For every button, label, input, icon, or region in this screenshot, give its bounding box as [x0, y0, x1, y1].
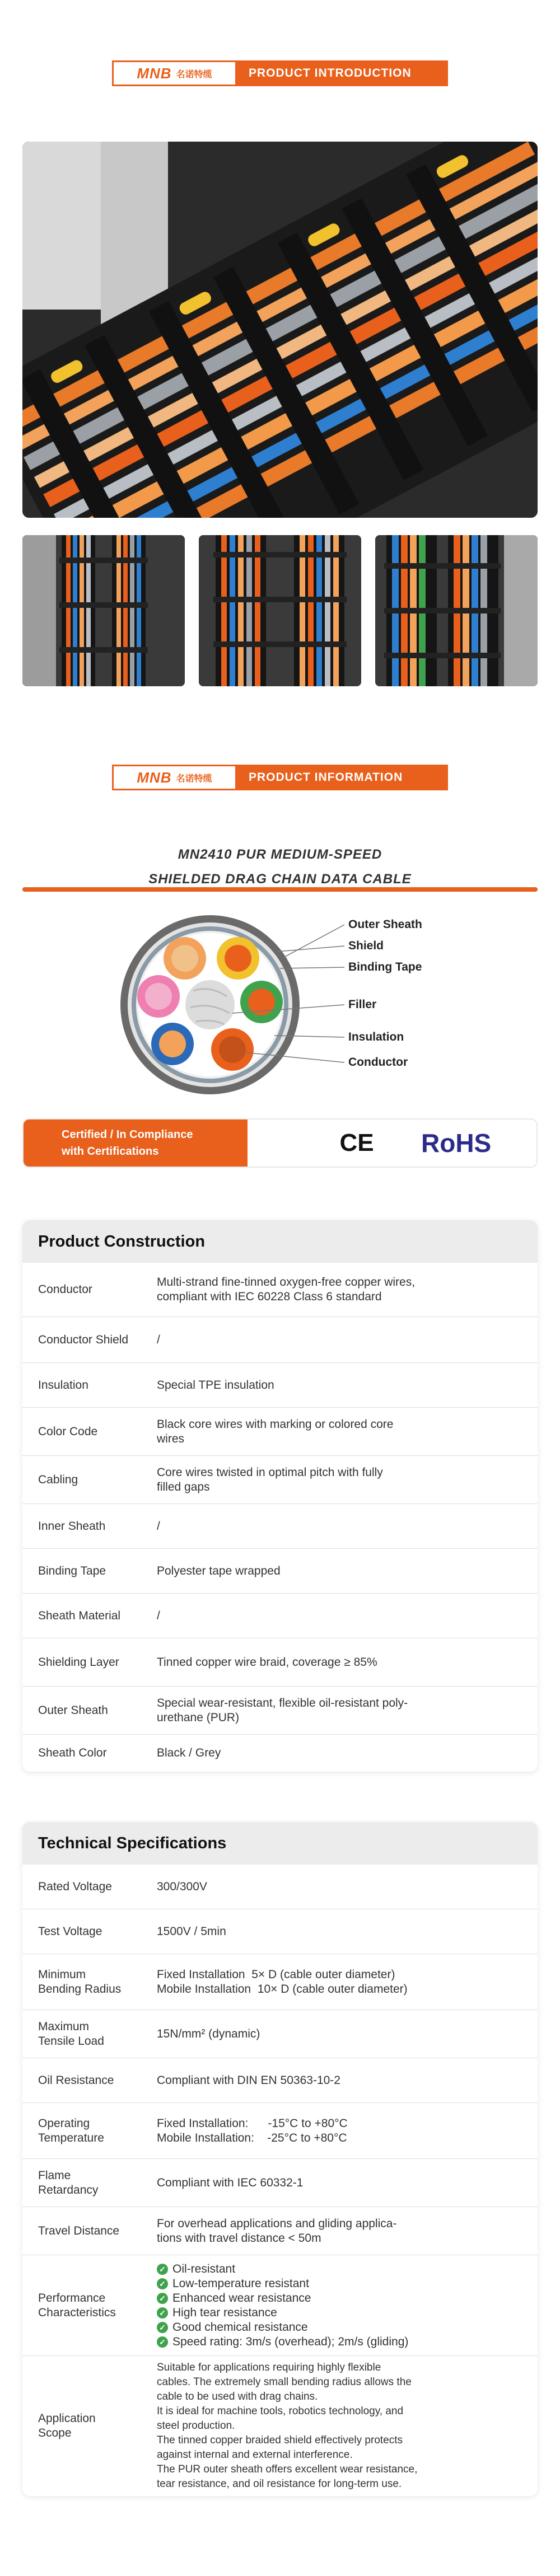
row-value-line: filled gaps [157, 1480, 210, 1493]
table-row [22, 2207, 538, 2255]
check-item-text: Speed rating: 3m/s (overhead); 2m/s (gliding) [172, 2335, 409, 2348]
row-value-line: Polyester tape wrapped [157, 1564, 281, 1577]
row-value [157, 2207, 538, 2255]
row-value-line: It is ideal for machine tools, robotics technology, and [157, 2405, 404, 2417]
brand-logo-mark: MNB [137, 769, 172, 786]
check-item [157, 2320, 526, 2335]
row-value-line: Mobile Installation 10× D (cable outer diameter) [157, 1982, 408, 1996]
row-value-line: Special wear-resistant, flexible oil-resistant poly- [157, 1696, 408, 1709]
brand-logo [112, 60, 235, 86]
check-item-text: Good chemical resistance [172, 2320, 308, 2334]
label-binding-tape: Binding Tape [348, 961, 422, 973]
certification-bar [22, 1118, 538, 1168]
row-value-line: / [157, 1609, 160, 1622]
row-value [157, 1456, 538, 1504]
row-value [157, 1687, 538, 1734]
table-row [22, 1549, 538, 1594]
row-value [157, 1504, 538, 1548]
row-value-line: Special TPE insulation [157, 1378, 274, 1392]
row-value-line: Fixed Installation: -15°C to +80°C [157, 2116, 348, 2130]
table-row [22, 2058, 538, 2103]
brand-logo-cn: 名诺特缆 [176, 772, 212, 784]
table-row [22, 2103, 538, 2159]
row-label: Sheath Color [38, 1746, 107, 1759]
row-value [157, 2159, 538, 2207]
row-label: Shielding Layer [38, 1655, 119, 1669]
table-heading: Product Construction [22, 1220, 538, 1263]
row-value-line: tear resistance, and oil resistance for long-term use. [157, 2478, 402, 2490]
label-filler: Filler [348, 998, 377, 1011]
row-label: Conductor [38, 1283, 92, 1296]
certification-label-line1: Certified / In Compliance [62, 1128, 193, 1141]
row-value-line: 15N/mm² (dynamic) [157, 2027, 260, 2040]
row-label: Sheath Material [38, 1609, 121, 1622]
table-row [22, 1954, 538, 2010]
row-label-line: Retardancy [38, 2183, 99, 2196]
row-value [157, 1865, 538, 1909]
section-title: PRODUCT INTRODUCTION [235, 60, 448, 86]
row-label: Outer Sheath [38, 1703, 108, 1717]
row-value-line: Suitable for applications requiring highly flexible [157, 2362, 381, 2373]
row-label: Binding Tape [38, 1564, 106, 1577]
row-value-line: The tinned copper braided shield effectively protects [157, 2434, 403, 2446]
row-value [157, 2058, 538, 2102]
row-value-line: 1500V / 5min [157, 1924, 226, 1938]
row-label-line: Test Voltage [38, 1924, 102, 1938]
check-icon: ✓ [157, 2278, 168, 2289]
check-icon: ✓ [157, 2322, 168, 2333]
row-label [22, 2103, 157, 2158]
row-value-line: The PUR outer sheath offers excellent wear resistance, [157, 2463, 418, 2475]
row-value [157, 1594, 538, 1638]
label-outer-sheath: Outer Sheath [348, 918, 422, 931]
product-title-line2: SHIELDED DRAG CHAIN DATA CABLE [148, 872, 412, 887]
row-value-line: Compliant with DIN EN 50363-10-2 [157, 2073, 340, 2087]
row-value-line: Fixed Installation 5× D (cable outer diameter) [157, 1968, 395, 1981]
row-label-line: Rated Voltage [38, 1880, 112, 1893]
table-row [22, 1408, 538, 1456]
row-label [22, 2159, 157, 2207]
row-value-line: against internal and external interference. [157, 2449, 353, 2461]
row-label-line: Operating [38, 2116, 90, 2130]
row-value-line: cable to be used with drag chains. [157, 2391, 318, 2402]
row-label-line: Maximum [38, 2020, 90, 2033]
row-value-line: / [157, 1519, 160, 1533]
label-insulation: Insulation [348, 1031, 404, 1043]
row-value-line: Core wires twisted in optimal pitch with fully [157, 1465, 383, 1479]
check-item [157, 2306, 526, 2320]
brand-logo-mark: MNB [137, 64, 172, 82]
table-row [22, 2159, 538, 2207]
table-row [22, 1909, 538, 1954]
check-item [157, 2335, 526, 2349]
row-value [157, 1263, 538, 1317]
table-row [22, 1687, 538, 1735]
thumbnail-photo-3 [375, 535, 538, 686]
row-label-line: Characteristics [38, 2306, 116, 2319]
section-title: PRODUCT INFORMATION [235, 765, 448, 790]
section-header-info [112, 765, 448, 790]
product-construction-table [22, 1220, 538, 1772]
row-label [22, 2058, 157, 2102]
row-value [157, 2255, 538, 2355]
row-value [157, 1549, 538, 1593]
table-row [22, 1263, 538, 1317]
check-item [157, 2277, 526, 2291]
table-row [22, 1865, 538, 1909]
row-value-line: For overhead applications and gliding applica- [157, 2217, 397, 2230]
cable-cross-section-diagram [109, 912, 344, 1097]
row-value [157, 1408, 538, 1455]
row-value-line: Black / Grey [157, 1746, 221, 1759]
certification-label-line2: with Certifications [62, 1145, 159, 1158]
row-value [157, 2356, 538, 2496]
row-value-line: compliant with IEC 60228 Class 6 standard [157, 1290, 382, 1303]
title-underline [22, 887, 538, 892]
row-value-line: / [157, 1333, 160, 1346]
check-item-text: Enhanced wear resistance [172, 2291, 311, 2305]
row-label-line: Performance [38, 2291, 106, 2305]
certification-label [24, 1120, 248, 1167]
row-value-line: cables. The extremely small bending radius allows the [157, 2376, 412, 2388]
row-value [157, 2103, 538, 2158]
product-title [22, 842, 538, 892]
table-row [22, 2356, 538, 2496]
check-item-text: High tear resistance [172, 2306, 277, 2319]
row-value [157, 1363, 538, 1407]
row-label [22, 2356, 157, 2496]
table-row [22, 1456, 538, 1504]
label-conductor: Conductor [348, 1056, 408, 1069]
check-item [157, 2291, 526, 2306]
row-label-line: Flame [38, 2168, 71, 2182]
row-label-line: Scope [38, 2427, 72, 2439]
row-label [22, 1909, 157, 1954]
table-row [22, 1317, 538, 1363]
thumbnail-photo-2 [199, 535, 361, 686]
row-value-line: steel production. [157, 2420, 235, 2432]
section-header-intro [112, 60, 448, 86]
row-value-line: Multi-strand fine-tinned oxygen-free copper wires, [157, 1276, 416, 1289]
row-value-line: Mobile Installation: -25°C to +80°C [157, 2131, 347, 2144]
check-icon: ✓ [157, 2307, 168, 2319]
row-value-line: urethane (PUR) [157, 1711, 240, 1724]
row-label [22, 2255, 157, 2355]
row-value-line: Black core wires with marking or colored core [157, 1417, 394, 1431]
main-product-photo [22, 142, 538, 518]
row-label: Color Code [38, 1425, 98, 1438]
row-label [22, 1865, 157, 1909]
table-row [22, 2010, 538, 2058]
row-value [157, 1909, 538, 1954]
row-label: Insulation [38, 1378, 88, 1392]
brand-logo [112, 765, 235, 790]
check-item-text: Low-temperature resistant [172, 2277, 309, 2290]
check-item [157, 2262, 526, 2277]
check-icon: ✓ [157, 2336, 168, 2348]
row-value [157, 1954, 538, 2010]
label-shield: Shield [348, 939, 384, 952]
check-item-text: Oil-resistant [172, 2262, 236, 2275]
ce-mark: CE [339, 1129, 374, 1156]
row-label-line: Oil Resistance [38, 2073, 114, 2087]
table-row [22, 1504, 538, 1549]
row-value [157, 1638, 538, 1686]
row-label-line: Bending Radius [38, 1982, 122, 1996]
row-value-line: tions with travel distance < 50m [157, 2231, 321, 2245]
table-row [22, 1638, 538, 1687]
row-value [157, 2010, 538, 2058]
row-label: Inner Sheath [38, 1519, 106, 1533]
table-heading: Technical Specifications [22, 1822, 538, 1865]
row-value-line: Tinned copper wire braid, coverage ≥ 85% [157, 1655, 377, 1669]
table-row [22, 1735, 538, 1772]
table-row [22, 2255, 538, 2356]
row-label-line: Temperature [38, 2131, 104, 2144]
row-label: Conductor Shield [38, 1333, 129, 1346]
row-label-line: Application [38, 2412, 96, 2425]
table-row [22, 1594, 538, 1638]
product-title-line1: MN2410 PUR MEDIUM-SPEED [178, 847, 382, 862]
row-value-line: Compliant with IEC 60332-1 [157, 2176, 304, 2189]
row-value [157, 1317, 538, 1362]
row-label-line: Travel Distance [38, 2224, 120, 2237]
thumbnail-photo-1 [22, 535, 185, 686]
check-icon: ✓ [157, 2293, 168, 2304]
row-label [22, 2010, 157, 2058]
check-icon: ✓ [157, 2264, 168, 2275]
technical-specifications-table [22, 1822, 538, 2496]
row-label [22, 2207, 157, 2255]
row-value [157, 1735, 538, 1772]
row-value-line: wires [157, 1432, 185, 1445]
row-label-line: Minimum [38, 1968, 86, 1981]
brand-logo-cn: 名诺特缆 [176, 68, 212, 79]
table-row [22, 1363, 538, 1408]
row-label [22, 1954, 157, 2010]
row-value-line: 300/300V [157, 1880, 207, 1893]
rohs-mark: RoHS [421, 1128, 492, 1158]
row-label-line: Tensile Load [38, 2034, 104, 2048]
row-label: Cabling [38, 1473, 78, 1486]
